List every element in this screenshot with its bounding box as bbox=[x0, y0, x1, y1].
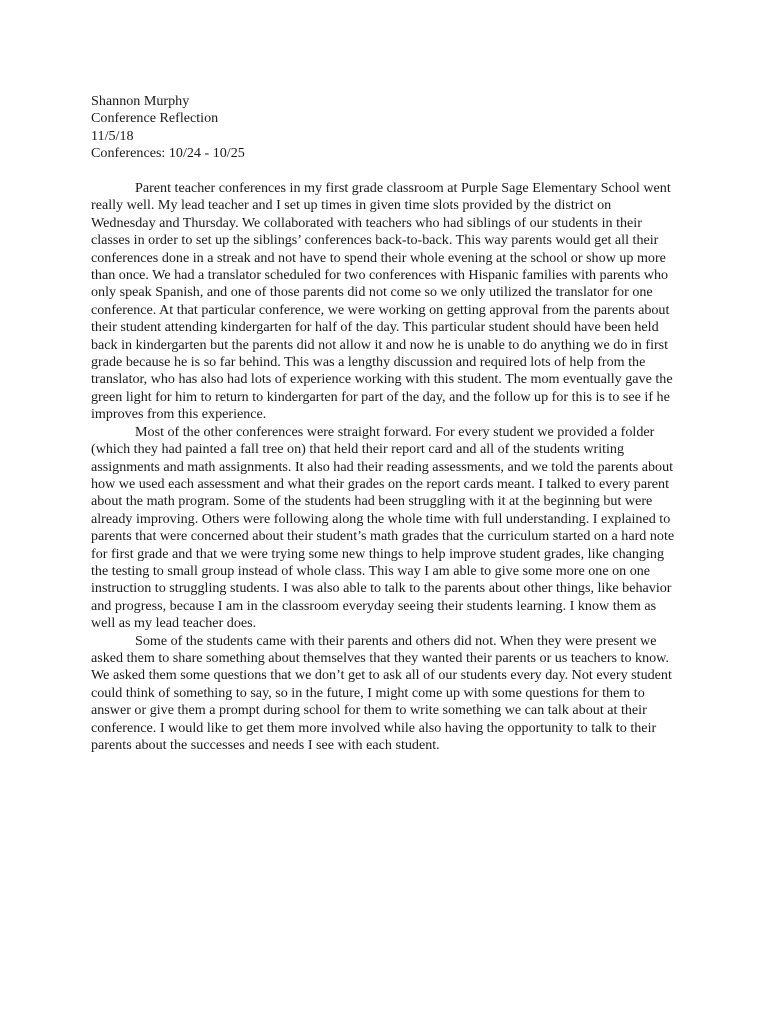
document-header bbox=[91, 93, 677, 163]
paragraph: Parent teacher conferences in my first grade classroom at Purple Sage Elementary School went really well. My lead teacher and I set up times in given time slots provided by the district on Wednesday and Thursday. We collaborated with teachers who had siblings of our students in their classes in order to set up the siblings’ conferences back-to-back. This way parents would get all their conferences done in a streak and not have to spend their whole evening at the school or show up more than once. We had a translator scheduled for two conferences with Hispanic families with parents who only speak Spanish, and one of those parents did not come so we only utilized the translator for one conference. At that particular conference, we were working on getting approval from the parents about their student attending kindergarten for half of the day. This particular student should have been held back in kindergarten but the parents did not allow it and now he is unable to do anything we do in first grade because he is so far behind. This was a lengthy discussion and required lots of help from the translator, who has also had lots of experience working with this student. The mom eventually gave the green light for him to return to kindergarten for part of the day, and the follow up for this is to see if he improves from this experience. bbox=[91, 180, 673, 423]
paragraph: Some of the students came with their parents and others did not. When they were present we asked them to share something about themselves that they wanted their parents or us teachers to know. We asked them some questions that we don’t get to ask all of our students every day. Not every student could think of something to say, so in the future, I might come up with some questions for them to answer or give them a prompt during school for them to write something we can talk about at their conference. I would like to get them more involved while also having the opportunity to talk to their parents about the successes and needs I see with each student. bbox=[91, 632, 672, 754]
document-title: Conference Reflection bbox=[91, 110, 219, 127]
paragraph: Most of the other conferences were straight forward. For every student we provided a folder (which they had painted a fall tree on) that held their report card and all of the students writing assignments and math assignments. It also had their reading assessments, and we told the parents about how we used each assessment and what their grades on the report cards meant. I talked to every parent about the math program. Some of the students had been struggling with it at the beginning but were already improving. Others were following along the whole time with full understanding. I explained to parents that were concerned about their student’s math grades that the curriculum started on a hard note for first grade and that we were trying some new things to help improve student grades, like changing the testing to small group instead of whole class. This way I am able to give some more one on one instruction to struggling students. I was also able to talk to the parents about other things, like behavior and progress, because I am in the classroom everyday seeing their students learning. I know them as well as my lead teacher does. bbox=[91, 423, 675, 632]
document-body bbox=[91, 93, 677, 754]
author-name: Shannon Murphy bbox=[91, 93, 190, 109]
document-date: 11/5/18 bbox=[91, 127, 134, 144]
conference-dates: Conferences: 10/24 - 10/25 bbox=[91, 145, 245, 162]
